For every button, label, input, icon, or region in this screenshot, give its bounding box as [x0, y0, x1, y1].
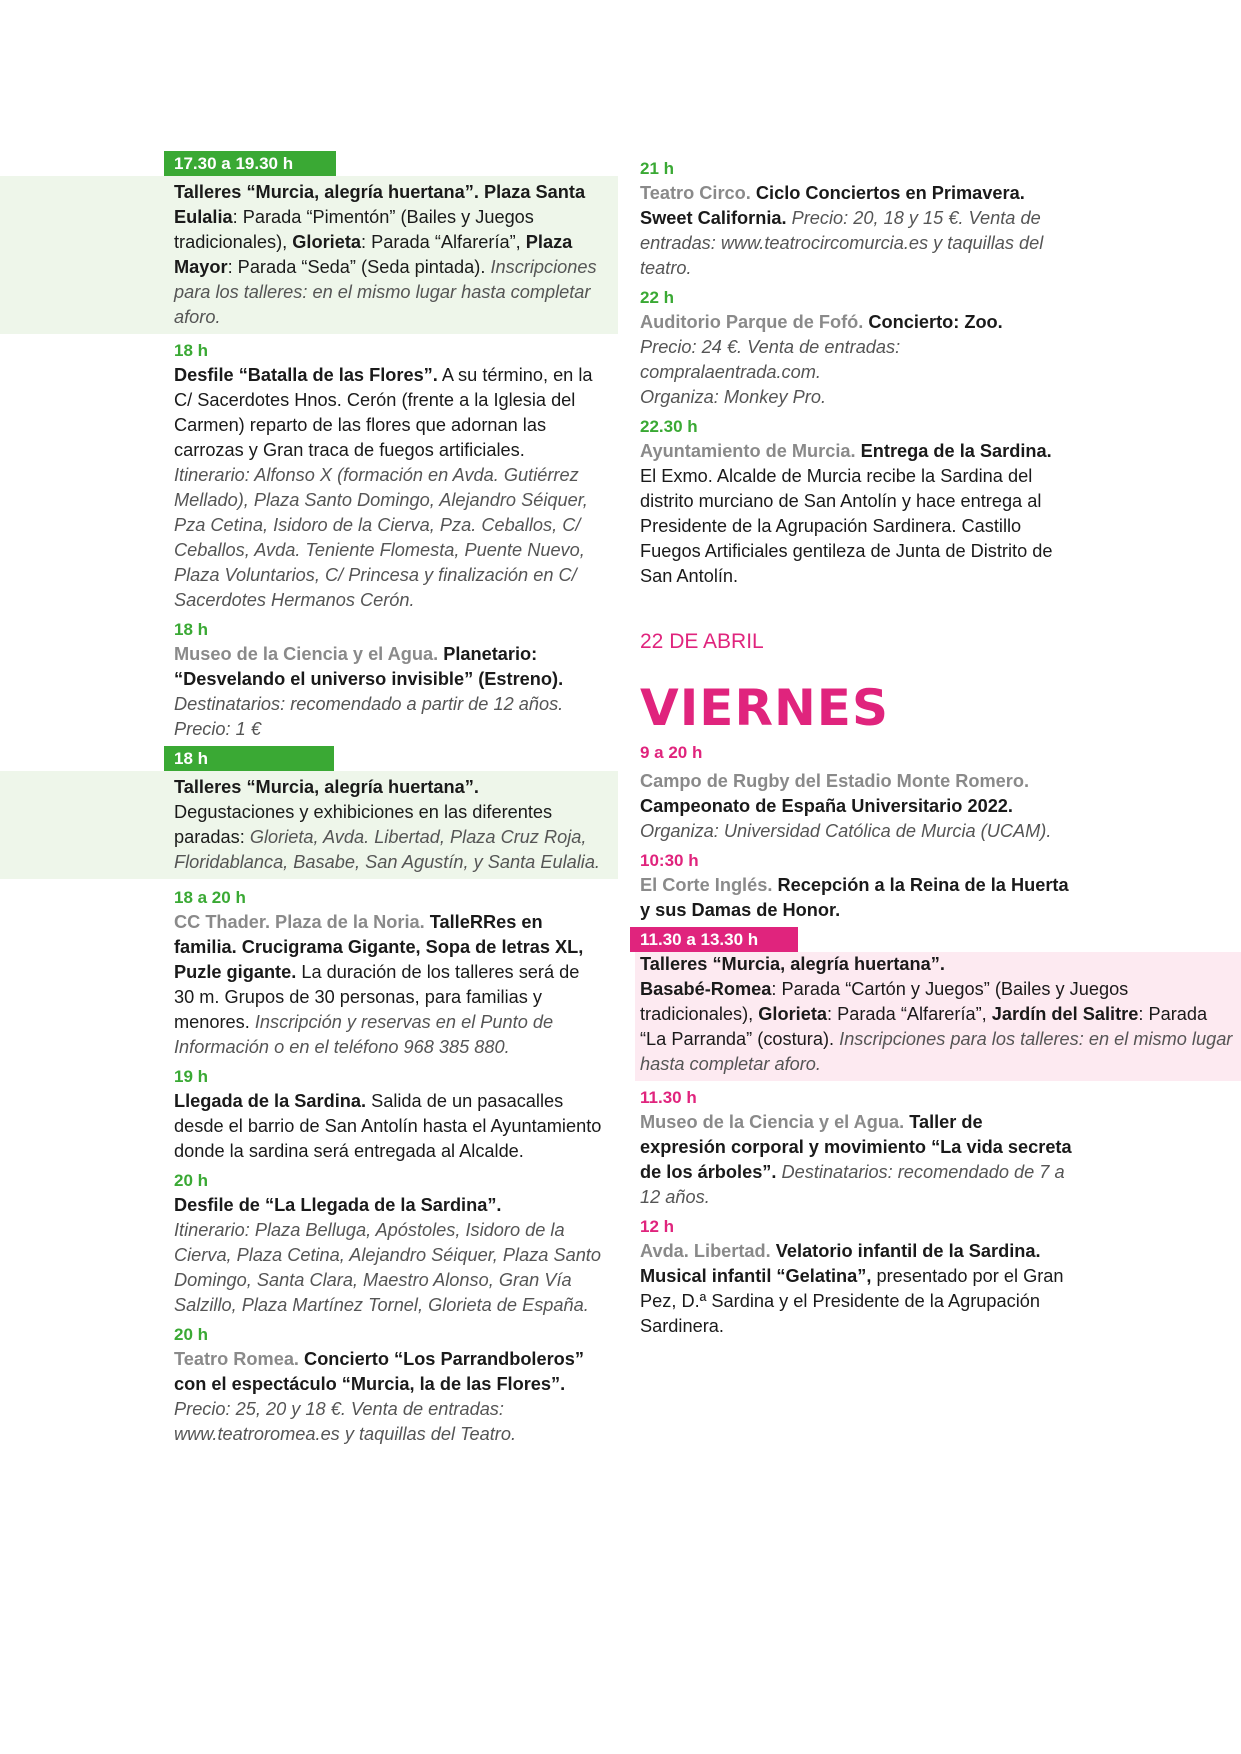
event-time: 18 h [164, 746, 334, 771]
event: 21 h Teatro Circo. Ciclo Conciertos en Primavera. Sweet California. Precio: 20, 18 y 15 €. Venta de entradas: www.teatrocircomurcia.es y taquillas del teatro. [640, 156, 1072, 281]
event-time: 22 h [640, 288, 675, 307]
event-time: 18 h [174, 620, 209, 639]
event: 22.30 h Ayuntamiento de Murcia. Entrega de la Sardina. El Exmo. Alcalde de Murcia recibe la Sardina del distrito murciano de San Antolín y hace entrega al Presidente de la Agrupación Sardinera. Castillo Fuegos Artificiales gentileza de Junta de Distrito de San Antolín. [640, 414, 1072, 589]
event-time: 20 h [174, 1325, 209, 1344]
event: 18 h Desfile “Batalla de las Flores”. A su término, en la C/ Sacerdotes Hnos. Cerón (frente a la Iglesia del Carmen) reparto de las flores que adornan las carrozas y Gran traca de fuegos artificiales. Itinerario: Alfonso X (formación en Avda. Gutiérrez Mellado), Plaza Santo Domingo, Alejandro Séiquer, Pza Cetina, Isidoro de la Cierva, Pza. Ceballos, C/ Ceballos, Avda. Teniente Flomesta, Puente Nuevo, Plaza Voluntarios, C/ Princesa y finalización en C/ Sacerdotes Hermanos Cerón. [174, 338, 602, 613]
event: 10:30 h El Corte Inglés. Recepción a la Reina de la Huerta y sus Damas de Honor. [640, 848, 1072, 923]
day-heading: VIERNES [640, 679, 889, 737]
event-time: 20 h [174, 1171, 209, 1190]
event-time: 9 a 20 h [640, 743, 703, 762]
event-time: 11.30 h [640, 1088, 697, 1107]
event-time: 10:30 h [640, 851, 699, 870]
event: 22 h Auditorio Parque de Fofó. Concierto: Zoo. Precio: 24 €. Venta de entradas: compralaentrada.com. Organiza: Monkey Pro. [640, 285, 1072, 410]
event-time: 19 h [174, 1067, 209, 1086]
event-box: Talleres “Murcia, alegría huertana”. Basabé-Romea: Parada “Cartón y Juegos” (Bailes y Juegos tradicionales), Glorieta: Parada “Alfarería”, Jardín del Salitre: Parada “La Parranda” (costura). Inscripciones para los talleres: en el mismo lugar hasta completar aforo. [635, 952, 1241, 1081]
right-column [640, 156, 1233, 1343]
event: 20 h Desfile de “La Llegada de la Sardina”. Itinerario: Plaza Belluga, Apóstoles, Isidoro de la Cierva, Plaza Cetina, Alejandro Séiquer, Plaza Santo Domingo, Santa Clara, Maestro Alonso, Gran Vía Salzillo, Plaza Martínez Tornel, Glorieta de España. [174, 1168, 602, 1318]
event: 9 a 20 h Campo de Rugby del Estadio Monte Romero. Campeonato de España Universitario 2022. Organiza: Universidad Católica de Murcia (UCAM). [640, 740, 1072, 844]
event-time: 18 h [174, 341, 209, 360]
event: 11.30 h Museo de la Ciencia y el Agua. Taller de expresión corporal y movimiento “La vida secreta de los árboles”. Destinatarios: recomendado de 7 a 12 años. [640, 1085, 1072, 1210]
day-date: 22 DE ABRIL [640, 630, 764, 653]
event-box: Talleres “Murcia, alegría huertana”. Plaza Santa Eulalia: Parada “Pimentón” (Bailes y Juegos tradicionales), Glorieta: Parada “Alfarería”, Plaza Mayor: Parada “Seda” (Seda pintada). Inscripciones para los talleres: en el mismo lugar hasta completar aforo. [0, 176, 618, 334]
event-time: 21 h [640, 159, 675, 178]
event-time: 18 a 20 h [174, 888, 246, 907]
event-time: 12 h [640, 1217, 675, 1236]
event-time: 22.30 h [640, 417, 698, 436]
event: 19 h Llegada de la Sardina. Salida de un pasacalles desde el barrio de San Antolín hasta el Ayuntamiento donde la sardina será entregada al Alcalde. [174, 1064, 602, 1164]
event: 18 a 20 h CC Thader. Plaza de la Noria. TalleRRes en familia. Crucigrama Gigante, Sopa de letras XL, Puzle gigante. La duración de los talleres será de 30 m. Grupos de 30 personas, para familias y menores. Inscripción y reservas en el Punto de Información o en el teléfono 968 385 880. [174, 885, 602, 1060]
event: 20 h Teatro Romea. Concierto “Los Parrandboleros” con el espectáculo “Murcia, la de las Flores”. Precio: 25, 20 y 18 €. Venta de entradas: www.teatroromea.es y taquillas del Teatro. [174, 1322, 602, 1447]
event: 18 h Museo de la Ciencia y el Agua. Planetario: “Desvelando el universo invisible” (Estreno). Destinatarios: recomendado a partir de 12 años. Precio: 1 € [174, 617, 602, 742]
event-time: 11.30 a 13.30 h [630, 927, 798, 952]
event-box: Talleres “Murcia, alegría huertana”. Degustaciones y exhibiciones en las diferentes paradas: Glorieta, Avda. Libertad, Plaza Cruz Roja, Floridablanca, Basabe, San Agustín, y Santa Eulalia. [0, 771, 618, 879]
left-column [174, 151, 602, 1451]
event-time: 17.30 a 19.30 h [164, 151, 336, 176]
event: 12 h Avda. Libertad. Velatorio infantil de la Sardina. Musical infantil “Gelatina”, presentado por el Gran Pez, D.ª Sardina y el Presidente de la Agrupación Sardinera. [640, 1214, 1072, 1339]
